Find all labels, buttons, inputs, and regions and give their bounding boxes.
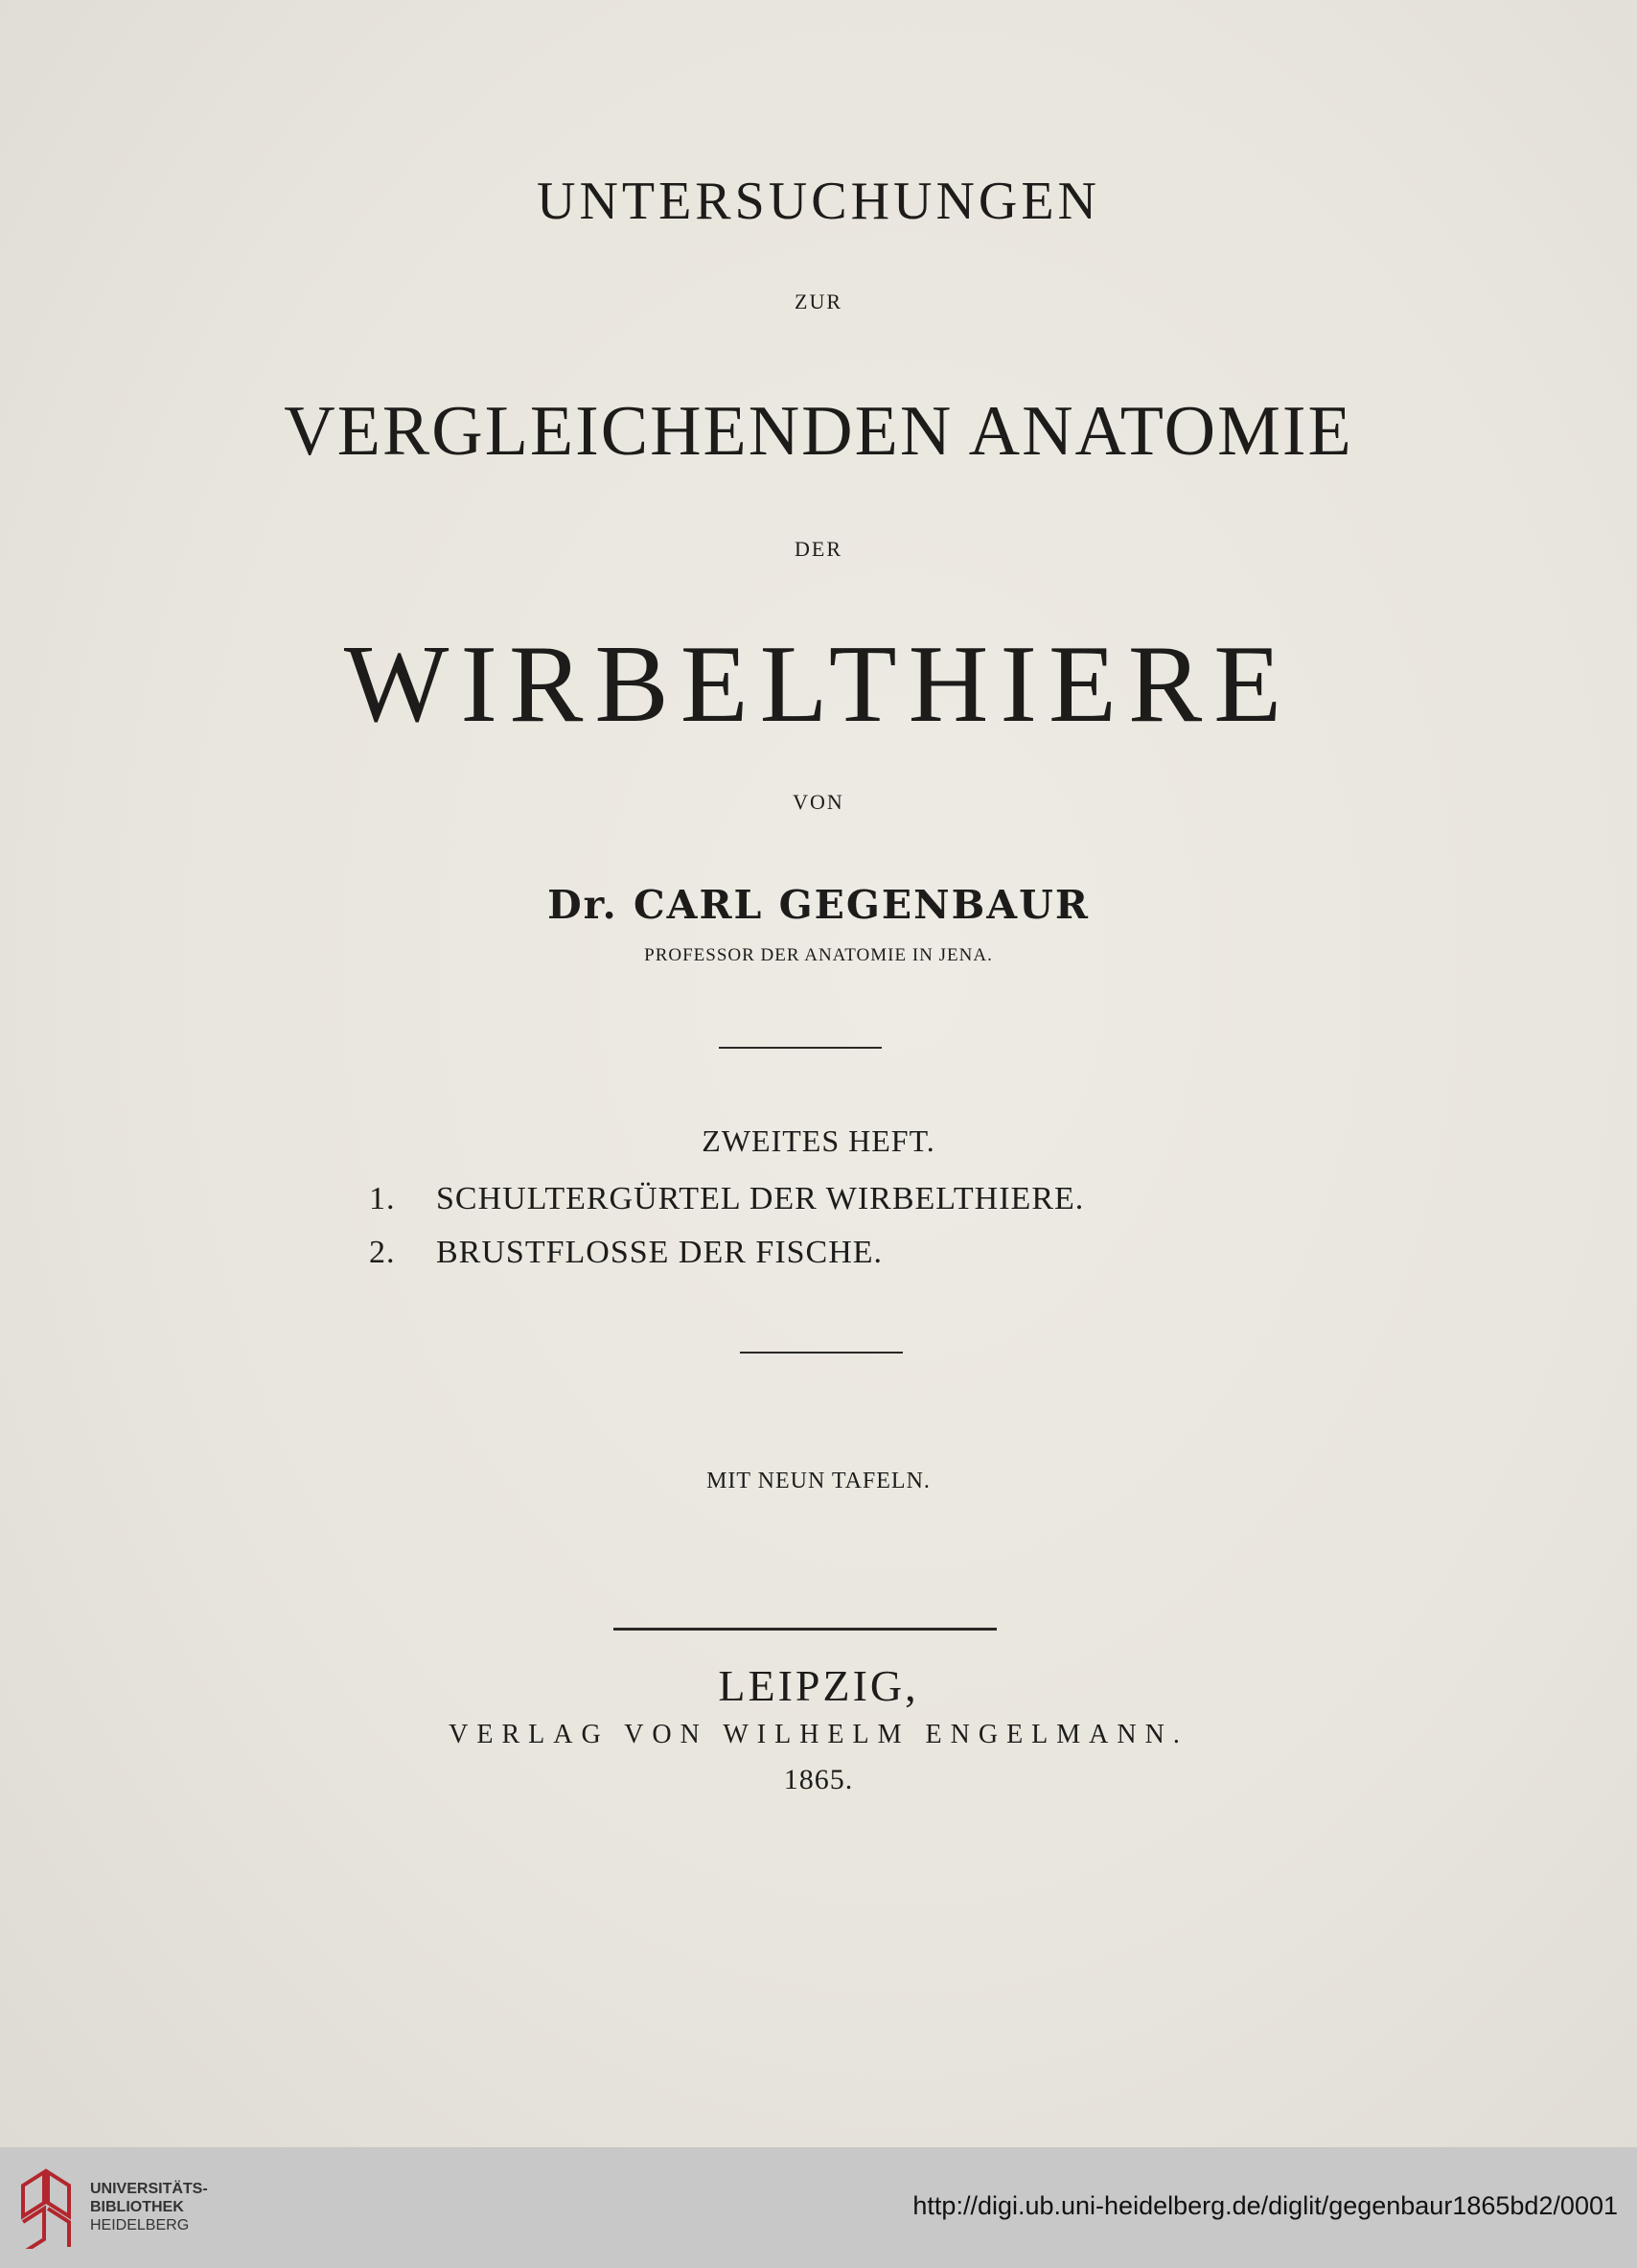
author-name: Dr. CARL GEGENBAUR — [547, 882, 1090, 928]
part-heading: ZWEITES HEFT. — [702, 1123, 935, 1158]
library-name-line: UNIVERSITÄTS- — [90, 2181, 208, 2197]
imprint-publisher: VERLAG VON WILHELM ENGELMANN. — [449, 1720, 1188, 1749]
library-name — [90, 2180, 208, 2234]
divider-rule — [719, 1047, 882, 1049]
contents-item-number: 1. — [369, 1181, 396, 1216]
title-line-zur: ZUR — [795, 289, 842, 313]
contents-item-number: 2. — [369, 1235, 396, 1270]
title-line-vergleichenden-anatomie: VERGLEICHENDEN ANATOMIE — [284, 392, 1353, 471]
imprint-year: 1865. — [783, 1764, 854, 1795]
title-line-wirbelthiere: WIRBELTHIERE — [343, 623, 1294, 746]
author-title: PROFESSOR DER ANATOMIE IN JENA. — [644, 945, 993, 965]
divider-rule — [740, 1352, 903, 1354]
library-name-line: BIBLIOTHEK — [90, 2199, 184, 2215]
contents-item — [369, 1181, 1084, 1217]
title-line-untersuchungen: UNTERSUCHUNGEN — [537, 172, 1100, 231]
plates-note: MIT NEUN TAFELN. — [706, 1469, 931, 1493]
imprint-place: LEIPZIG, — [718, 1661, 919, 1710]
imprint-rule — [613, 1628, 997, 1631]
title-line-der: DER — [795, 537, 842, 561]
contents-item-text: BRUSTFLOSSE DER FISCHE. — [436, 1235, 884, 1270]
library-name-line: HEIDELBERG — [90, 2217, 190, 2233]
contents-item-text: SCHULTERGÜRTEL DER WIRBELTHIERE. — [436, 1181, 1085, 1216]
title-line-von: VON — [793, 790, 844, 814]
permalink-url[interactable]: http://digi.ub.uni-heidelberg.de/diglit/gegenbaur1865bd2/0001 — [912, 2191, 1618, 2220]
contents-item — [369, 1235, 883, 1271]
library-logo-icon — [17, 2164, 75, 2249]
library-footer-bar — [0, 2147, 1637, 2268]
